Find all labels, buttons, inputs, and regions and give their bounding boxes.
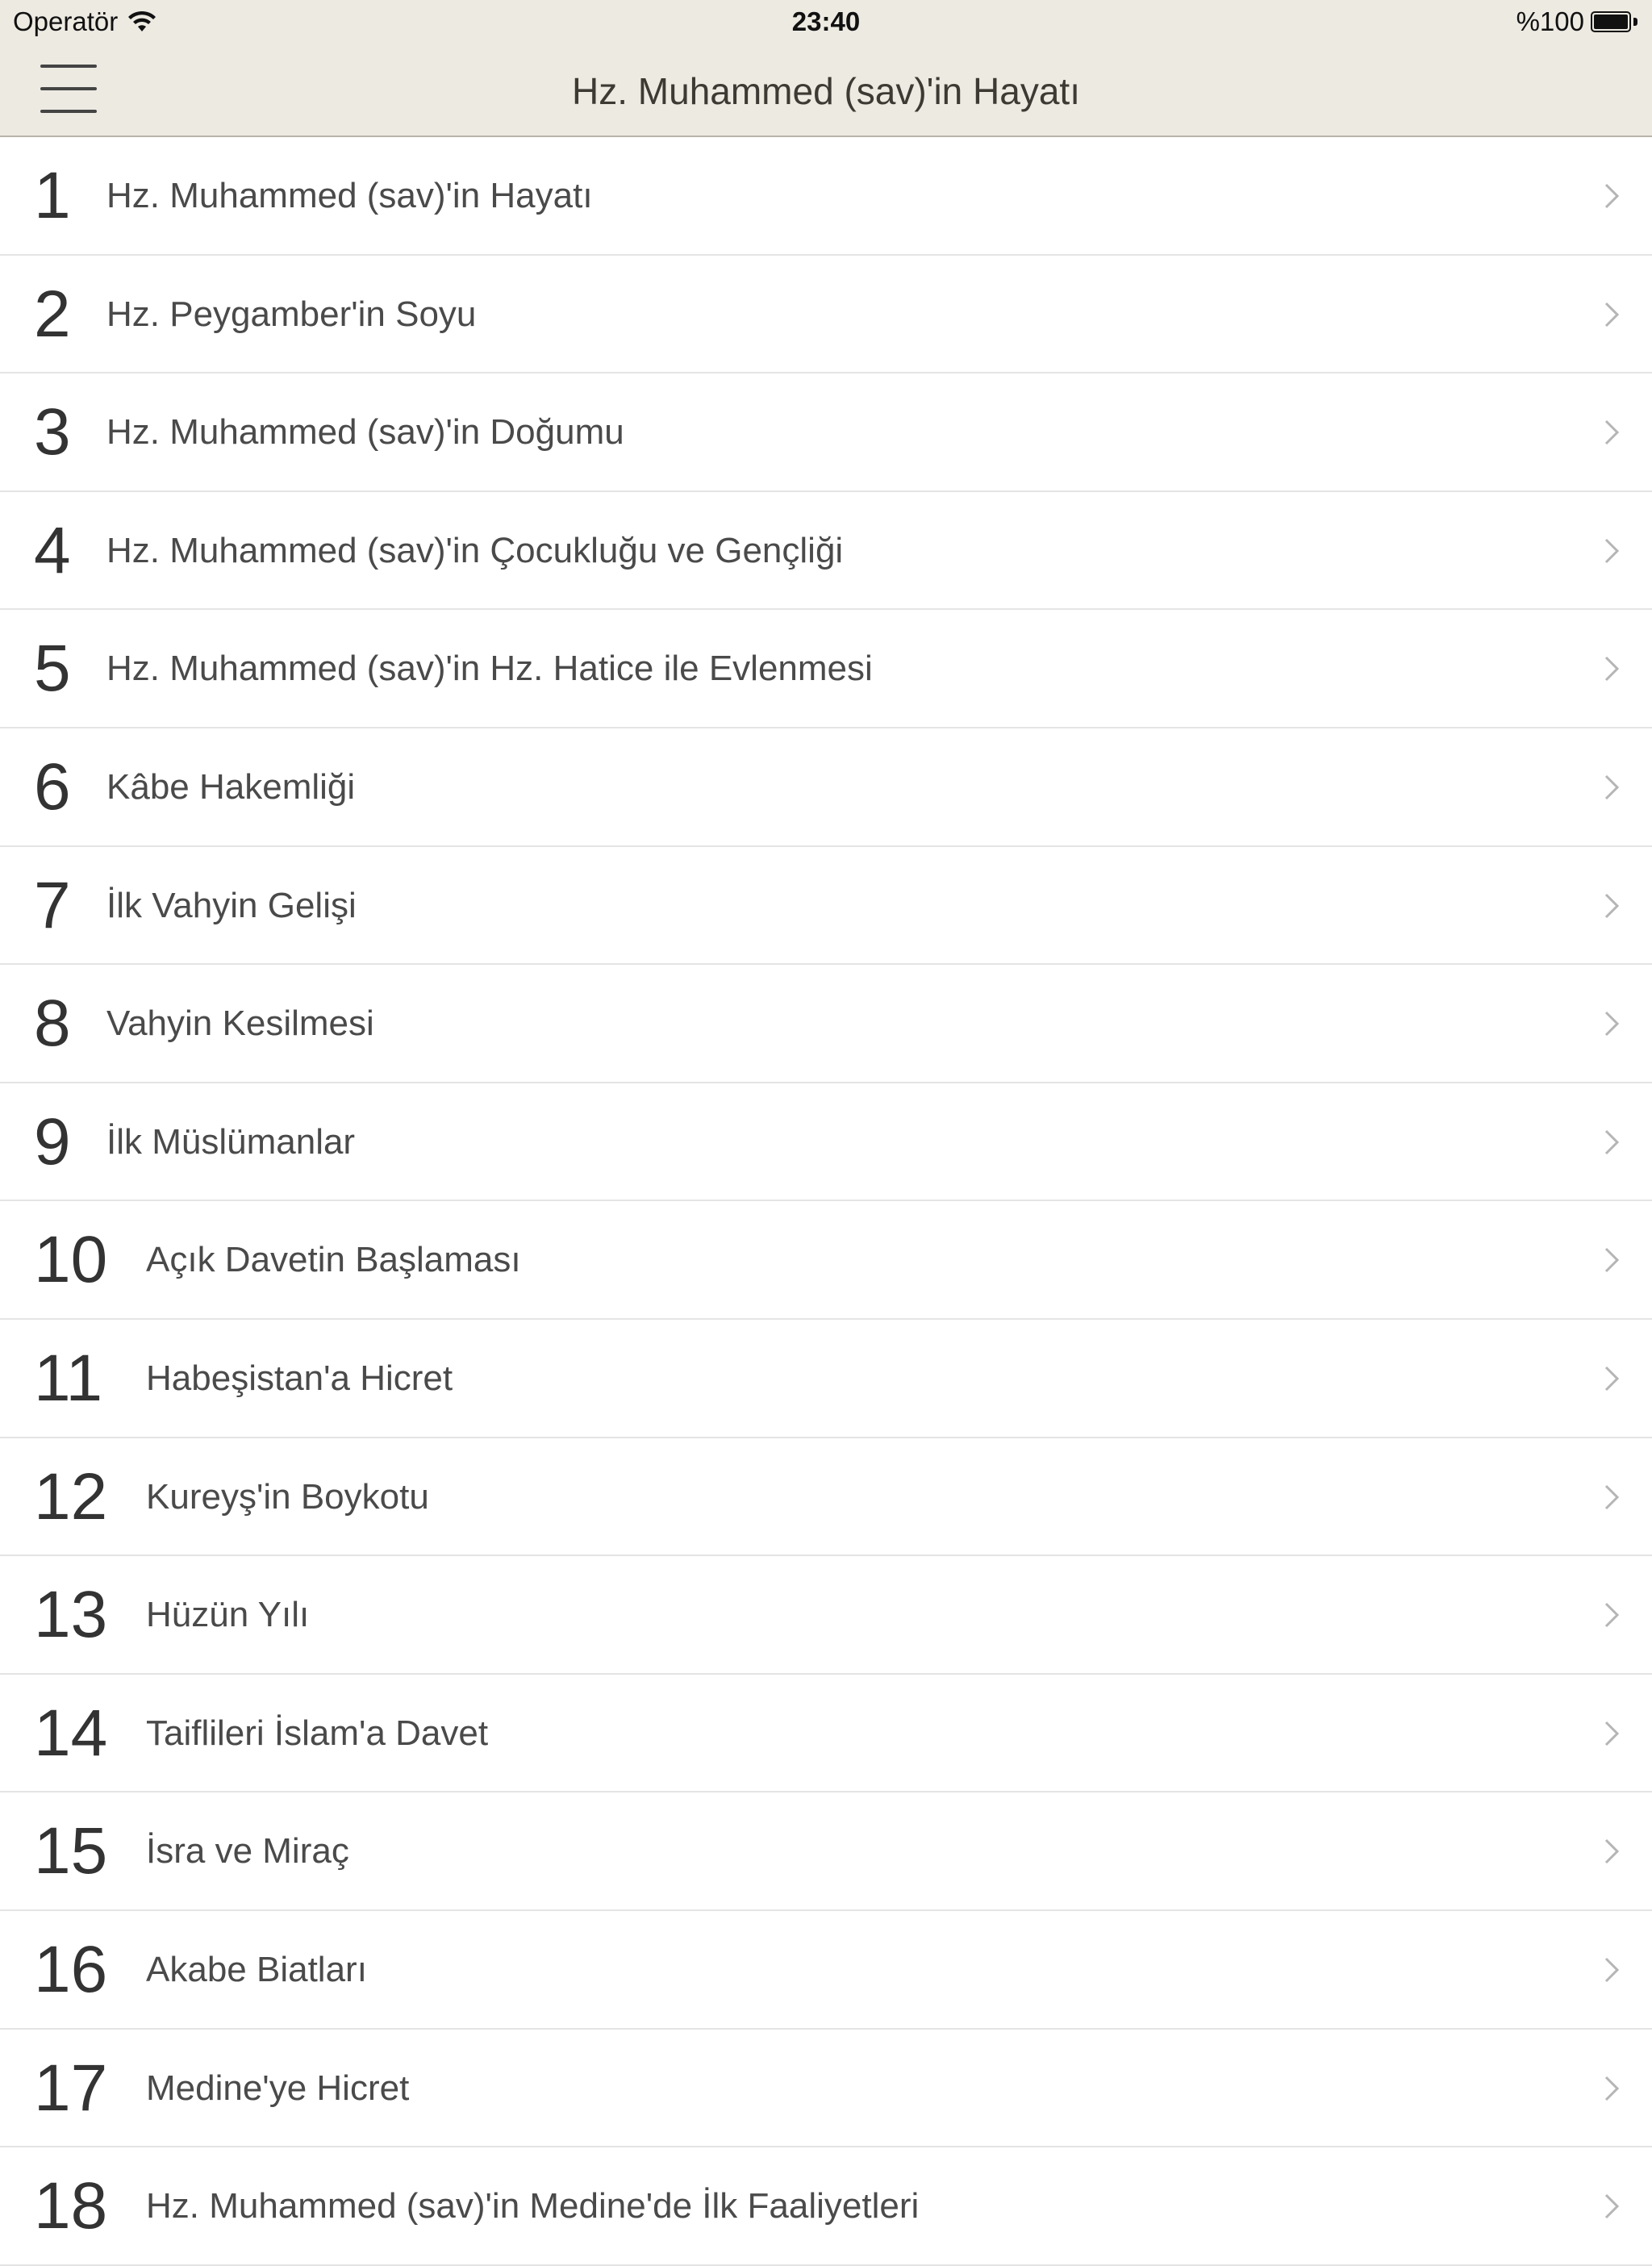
chevron-right-icon bbox=[1604, 1956, 1620, 1984]
list-item[interactable] bbox=[0, 2030, 1652, 2148]
chevron-right-icon bbox=[1604, 1838, 1620, 1865]
chapter-number: 17 bbox=[34, 2051, 108, 2125]
list-item[interactable] bbox=[0, 1911, 1652, 2030]
list-item[interactable] bbox=[0, 1201, 1652, 1320]
chapter-title: Hz. Muhammed (sav)'in Medine'de İlk Faaliyetleri bbox=[146, 2186, 920, 2226]
chevron-right-icon bbox=[1604, 1010, 1620, 1037]
chapter-number: 6 bbox=[34, 749, 71, 824]
chapter-number: 1 bbox=[34, 159, 71, 232]
chevron-right-icon bbox=[1604, 1129, 1620, 1156]
chevron-right-icon bbox=[1604, 655, 1620, 682]
chapter-title: Hz. Muhammed (sav)'in Doğumu bbox=[106, 412, 624, 453]
chapter-title: Açık Davetin Başlaması bbox=[146, 1240, 521, 1280]
chapter-title: Hüzün Yılı bbox=[146, 1595, 310, 1635]
chapter-number: 11 bbox=[34, 1341, 103, 1415]
chevron-right-icon bbox=[1604, 1365, 1620, 1392]
carrier-label: Operatör bbox=[13, 6, 119, 36]
chapter-title: Hz. Muhammed (sav)'in Hayatı bbox=[106, 176, 593, 215]
chapter-title: Akabe Biatları bbox=[146, 1949, 367, 1989]
status-battery bbox=[1516, 6, 1637, 37]
list-item[interactable] bbox=[0, 1083, 1652, 1202]
chapter-title: Hz. Muhammed (sav)'in Çocukluğu ve Gençliği bbox=[106, 530, 844, 570]
status-time: 23:40 bbox=[791, 6, 861, 36]
chevron-right-icon bbox=[1604, 419, 1620, 446]
chapter-number: 9 bbox=[34, 1104, 71, 1179]
list-item[interactable] bbox=[0, 1675, 1652, 1793]
chapter-title: Medine'ye Hicret bbox=[146, 2068, 410, 2108]
chapter-number: 8 bbox=[34, 987, 71, 1061]
list-item[interactable] bbox=[0, 847, 1652, 966]
chapter-number: 2 bbox=[34, 277, 71, 351]
chevron-right-icon bbox=[1604, 2193, 1620, 2220]
chapter-title: Kâbe Hakemliği bbox=[106, 766, 356, 807]
list-item[interactable] bbox=[0, 610, 1652, 728]
chapter-number: 15 bbox=[34, 1814, 108, 1888]
chapter-title: Kureyş'in Boykotu bbox=[146, 1476, 429, 1517]
chapter-title: İsra ve Miraç bbox=[146, 1831, 349, 1872]
chapter-number: 13 bbox=[34, 1578, 108, 1652]
chapter-number: 14 bbox=[34, 1696, 108, 1770]
chapter-number: 10 bbox=[34, 1223, 108, 1297]
chapter-number: 7 bbox=[34, 868, 71, 942]
chapter-title: Hz. Peygamber'in Soyu bbox=[106, 294, 477, 334]
list-item[interactable] bbox=[0, 1792, 1652, 1911]
page-title: Hz. Muhammed (sav)'in Hayatı bbox=[572, 70, 1080, 112]
chapter-title: İlk Vahyin Gelişi bbox=[106, 885, 357, 925]
chevron-right-icon bbox=[1604, 537, 1620, 565]
list-item[interactable] bbox=[0, 137, 1652, 256]
list-item[interactable] bbox=[0, 728, 1652, 847]
chevron-right-icon bbox=[1604, 301, 1620, 328]
battery-percent: %100 bbox=[1516, 6, 1584, 36]
list-item[interactable] bbox=[0, 373, 1652, 492]
navigation-bar bbox=[0, 45, 1652, 137]
list-item[interactable] bbox=[0, 1556, 1652, 1675]
chapter-number: 3 bbox=[34, 395, 71, 469]
chevron-right-icon bbox=[1604, 1601, 1620, 1629]
chapter-title: Habeşistan'a Hicret bbox=[146, 1358, 453, 1398]
chapter-number: 12 bbox=[34, 1459, 108, 1534]
chapter-title: İlk Müslümanlar bbox=[106, 1121, 356, 1162]
status-bar bbox=[0, 0, 1652, 45]
list-item[interactable] bbox=[0, 2147, 1652, 2266]
list-item[interactable] bbox=[0, 1320, 1652, 1438]
chapter-number: 16 bbox=[34, 1932, 108, 2006]
battery-icon bbox=[1591, 11, 1637, 32]
chapter-title: Hz. Muhammed (sav)'in Hz. Hatice ile Evlenmesi bbox=[106, 649, 873, 689]
chapter-title: Taiflileri İslam'a Davet bbox=[146, 1713, 489, 1753]
chevron-right-icon bbox=[1604, 182, 1620, 210]
chevron-right-icon bbox=[1604, 1246, 1620, 1274]
chevron-right-icon bbox=[1604, 774, 1620, 801]
chapter-list bbox=[0, 137, 1652, 2266]
chapter-number: 18 bbox=[34, 2169, 108, 2243]
chevron-right-icon bbox=[1604, 1720, 1620, 1747]
chapter-number: 5 bbox=[34, 632, 71, 706]
chapter-number: 4 bbox=[34, 513, 71, 587]
list-item[interactable] bbox=[0, 1438, 1652, 1557]
chevron-right-icon bbox=[1604, 1484, 1620, 1511]
list-item[interactable] bbox=[0, 256, 1652, 374]
list-item[interactable] bbox=[0, 965, 1652, 1083]
chevron-right-icon bbox=[1604, 892, 1620, 920]
chapter-title: Vahyin Kesilmesi bbox=[106, 1004, 374, 1044]
chevron-right-icon bbox=[1604, 2075, 1620, 2102]
list-item[interactable] bbox=[0, 492, 1652, 611]
